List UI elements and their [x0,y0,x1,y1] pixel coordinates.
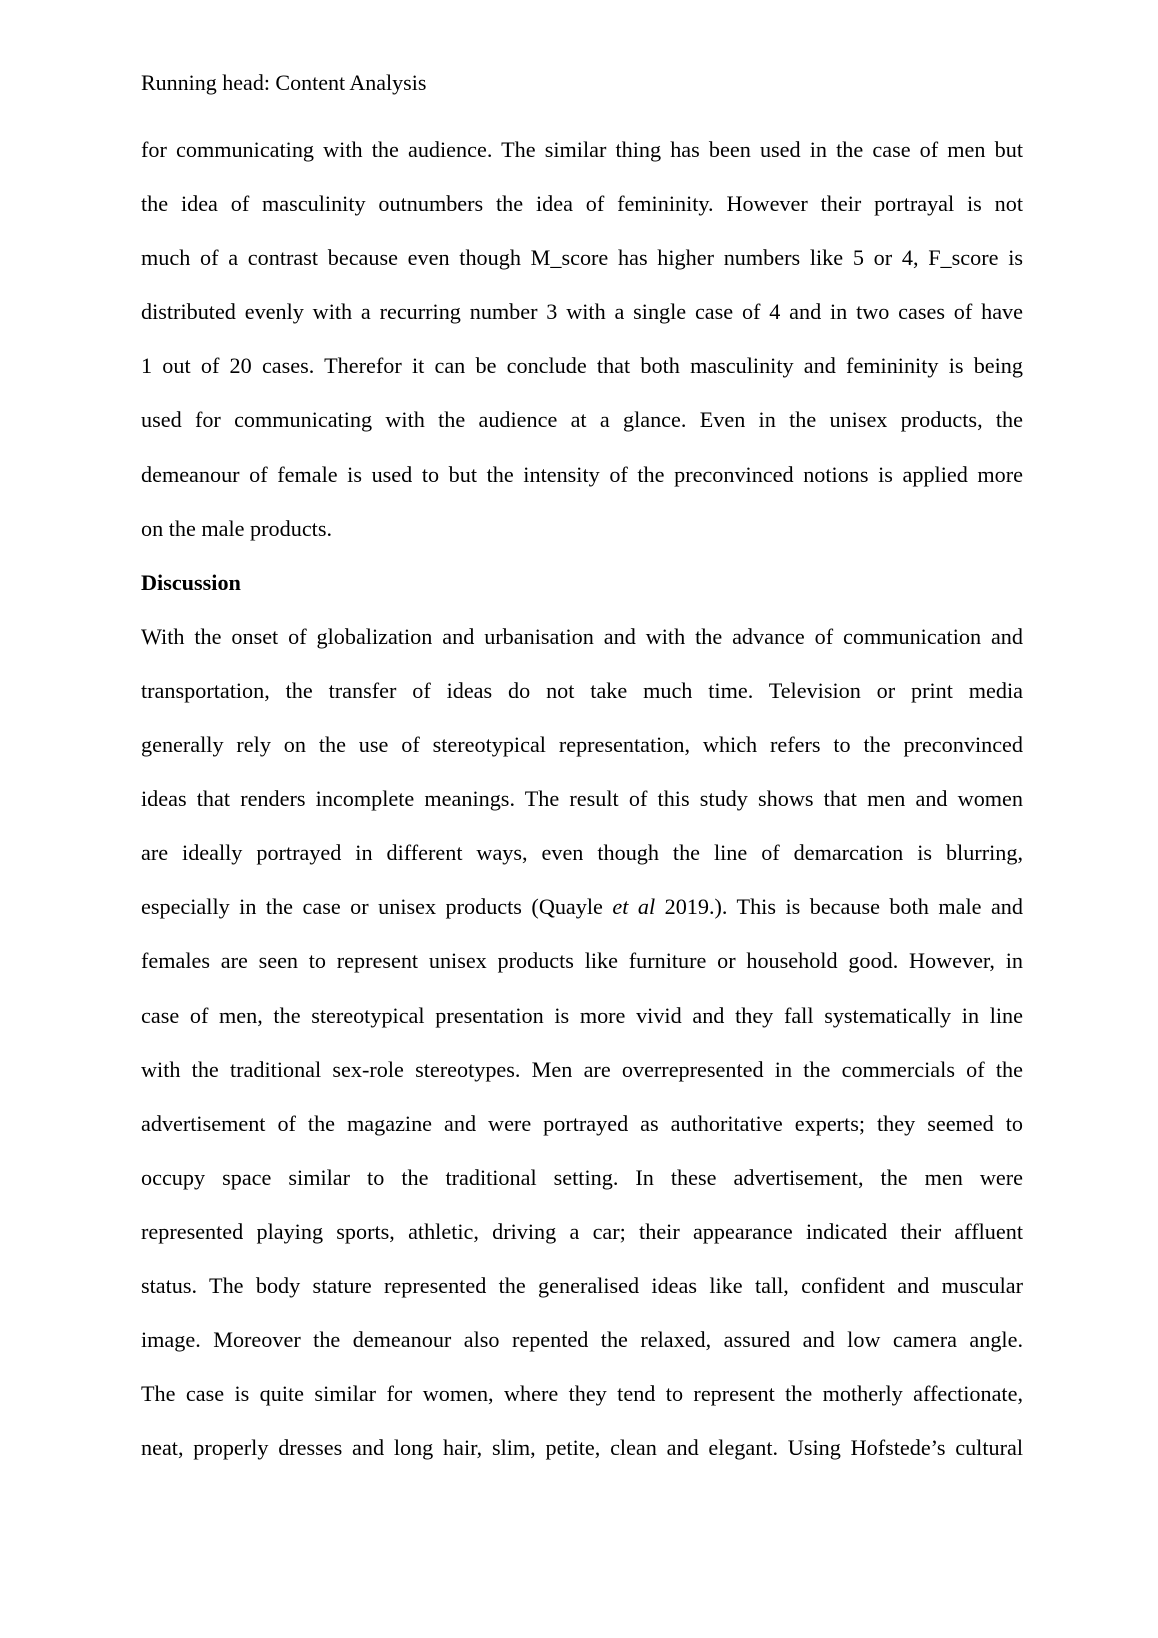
paragraph-line: much of a contrast because even though M_score has higher numbers like 5 or 4, F_score is [141,245,1023,271]
paragraph-line: represented playing sports, athletic, driving a car; their appearance indicated their affluent [141,1218,1023,1244]
paragraph-line: demeanour of female is used to but the intensity of the preconvinced notions is applied more [141,461,1023,487]
paragraph-line: used for communicating with the audience at a glance. Even in the unisex products, the [141,407,1023,433]
paragraph-line: status. The body stature represented the generalised ideas like tall, confident and muscular [141,1272,1023,1298]
paragraph-line: With the onset of globalization and urbanisation and with the advance of communication and [141,623,1023,649]
line-segment: especially in the case or unisex products (Quayle [141,894,613,920]
paragraph-discussion [141,624,1023,1490]
paragraph-line: with the traditional sex-role stereotypes. Men are overrepresented in the commercials of the [141,1056,1023,1082]
paragraph-line: the idea of masculinity outnumbers the idea of femininity. However their portrayal is not [141,191,1023,217]
paragraph-line: image. Moreover the demeanour also repented the relaxed, assured and low camera angle. [141,1327,1023,1353]
paragraph-line: case of men, the stereotypical presentation is more vivid and they fall systematically in line [141,1002,1023,1028]
paragraph-line: for communicating with the audience. The similar thing has been used in the case of men but [141,137,1023,162]
paragraph-line: transportation, the transfer of ideas do not take much time. Television or print media [141,677,1023,703]
paragraph-results [141,137,1023,570]
line-segment: 2019.). This is because both male and [655,894,1023,920]
paragraph-line: generally rely on the use of stereotypical representation, which refers to the preconvinced [141,732,1023,758]
citation-et-al: et al [612,894,656,920]
paragraph-line: The case is quite similar for women, where they tend to represent the motherly affectionate, [141,1381,1023,1407]
section-heading-discussion: Discussion [141,569,241,595]
paragraph-line: occupy space similar to the traditional setting. In these advertisement, the men were [141,1164,1023,1190]
paragraph-line: are ideally portrayed in different ways, even though the line of demarcation is blurring, [141,840,1023,866]
paragraph-line: on the male products. [141,515,333,541]
paragraph-line: neat, properly dresses and long hair, slim, petite, clean and elegant. Using Hofstede’s cultural [141,1435,1023,1461]
paragraph-line: distributed evenly with a recurring number 3 with a single case of 4 and in two cases of have [141,299,1023,325]
document-body [141,137,1023,1489]
paragraph-line: females are seen to represent unisex products like furniture or household good. However, in [141,948,1023,974]
paragraph-line: ideas that renders incomplete meanings. The result of this study shows that men and women [141,786,1023,812]
running-head: Running head: Content Analysis [141,70,427,95]
paragraph-line: 1 out of 20 cases. Therefor it can be conclude that both masculinity and femininity is being [141,353,1023,379]
paragraph-line: advertisement of the magazine and were portrayed as authoritative experts; they seemed to [141,1110,1023,1136]
paragraph-line-with-citation [141,894,1023,948]
